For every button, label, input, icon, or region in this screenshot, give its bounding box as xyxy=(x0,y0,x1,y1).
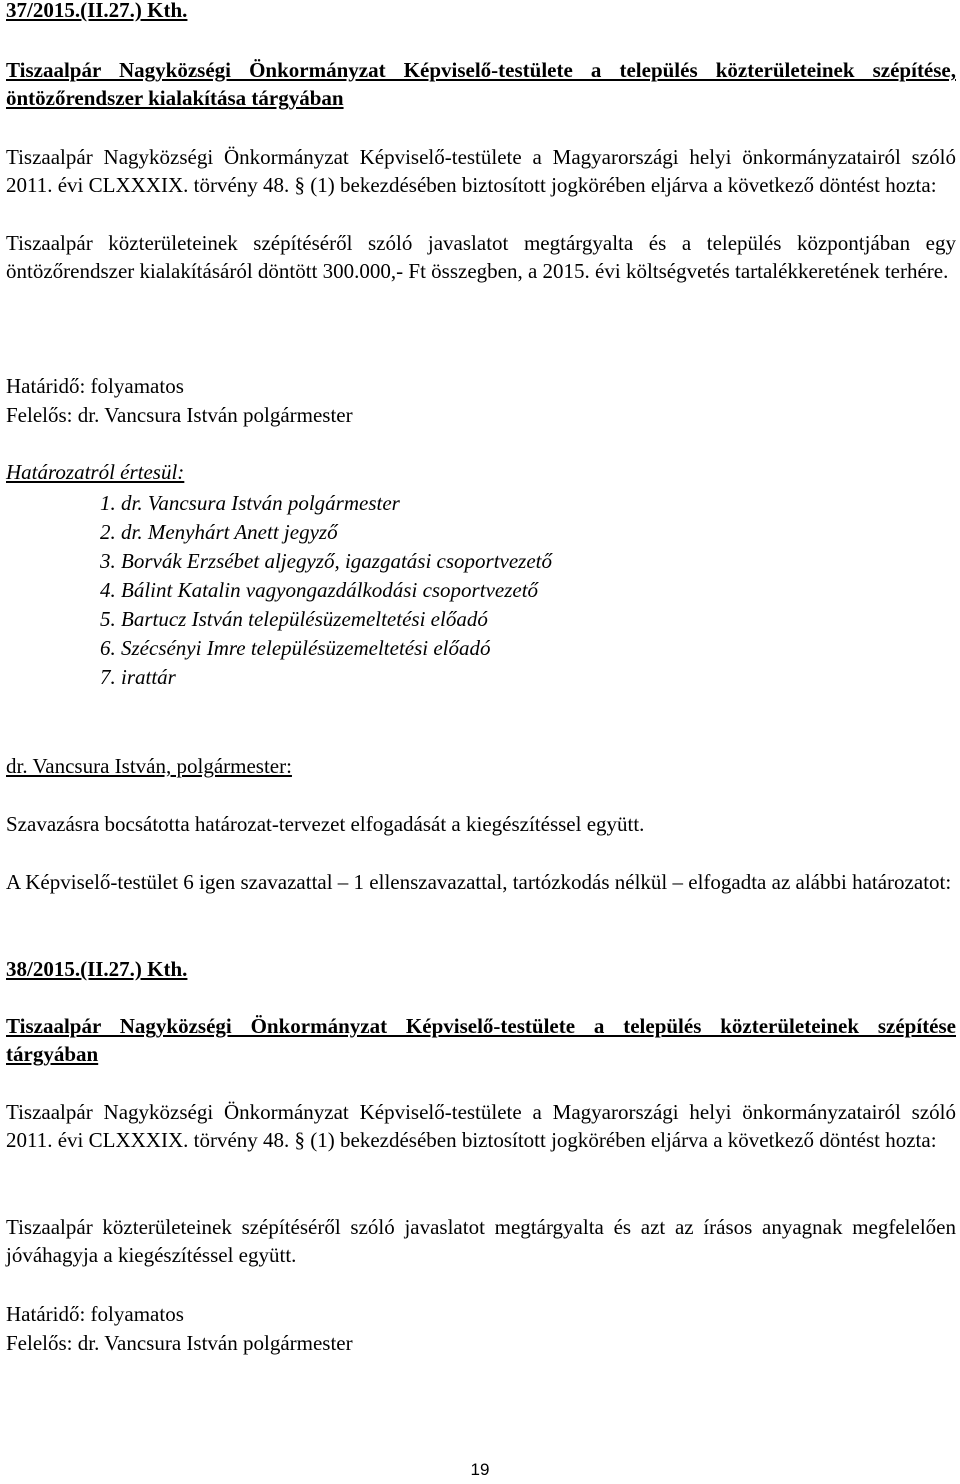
list-item: 2. dr. Menyhárt Anett jegyző xyxy=(100,520,338,544)
resolution-title: Tiszaalpár Nagyközségi Önkormányzat Képviselő-testülete a település közterületeinek szépítése tárgyában xyxy=(6,1014,956,1066)
list-item: 7. irattár xyxy=(100,665,176,689)
deadline-text: Határidő: folyamatos xyxy=(6,374,184,398)
list-item: 4. Bálint Katalin vagyongazdálkodási csoportvezető xyxy=(100,578,539,602)
resolution-number: 37/2015.(II.27.) Kth. xyxy=(6,0,188,22)
speaker-label: dr. Vancsura István, polgármester: xyxy=(6,754,292,778)
resolution-preamble: Tiszaalpár Nagyközségi Önkormányzat Képviselő-testülete a Magyarországi helyi önkormányzatairól szóló 2011. évi CLXXXIX. törvény 48. § (1) bekezdésében biztosított jogkörében eljárva a következő döntést hozta: xyxy=(6,145,956,197)
resolution-number: 38/2015.(II.27.) Kth. xyxy=(6,957,188,981)
list-item: 5. Bartucz István településüzemeltetési előadó xyxy=(100,607,488,631)
resolution-body: Tiszaalpár közterületeinek szépítéséről szóló javaslatot megtárgyalta és azt az írásos anyagnak megfelelően jóváhagyja a kiegészítéssel együtt. xyxy=(6,1215,956,1267)
page-number: 19 xyxy=(470,1460,490,1479)
responsible-text: Felelős: dr. Vancsura István polgármester xyxy=(6,403,353,427)
vote-result-text: A Képviselő-testület 6 igen szavazattal – 1 ellenszavazattal, tartózkodás nélkül – elfogadta az alábbi határozatot: xyxy=(6,870,952,894)
notify-heading: Határozatról értesül: xyxy=(6,460,185,484)
list-item: 6. Szécsényi Imre településüzemeltetési előadó xyxy=(100,636,491,660)
deadline-text: Határidő: folyamatos xyxy=(6,1302,184,1326)
responsible-text: Felelős: dr. Vancsura István polgármester xyxy=(6,1331,353,1355)
resolution-preamble: Tiszaalpár Nagyközségi Önkormányzat Képviselő-testülete a Magyarországi helyi önkormányzatairól szóló 2011. évi CLXXXIX. törvény 48. § (1) bekezdésében biztosított jogkörében eljárva a következő döntést hozta: xyxy=(6,1100,956,1152)
recipient-list xyxy=(100,490,552,693)
resolution-title: Tiszaalpár Nagyközségi Önkormányzat Képviselő-testülete a település közterületeinek szépítése, öntözőrendszer kialakítása tárgyában xyxy=(6,58,956,110)
list-item: 3. Borvák Erzsébet aljegyző, igazgatási csoportvezető xyxy=(100,549,553,573)
list-item: 1. dr. Vancsura István polgármester xyxy=(100,491,400,515)
vote-call-text: Szavazásra bocsátotta határozat-tervezet elfogadását a kiegészítéssel együtt. xyxy=(6,812,645,836)
resolution-body: Tiszaalpár közterületeinek szépítéséről szóló javaslatot megtárgyalta és a település központjában egy öntözőrendszer kialakításáról döntött 300.000,- Ft összegben, a 2015. évi költségvetés tartalékkeretének terhére. xyxy=(6,231,956,283)
